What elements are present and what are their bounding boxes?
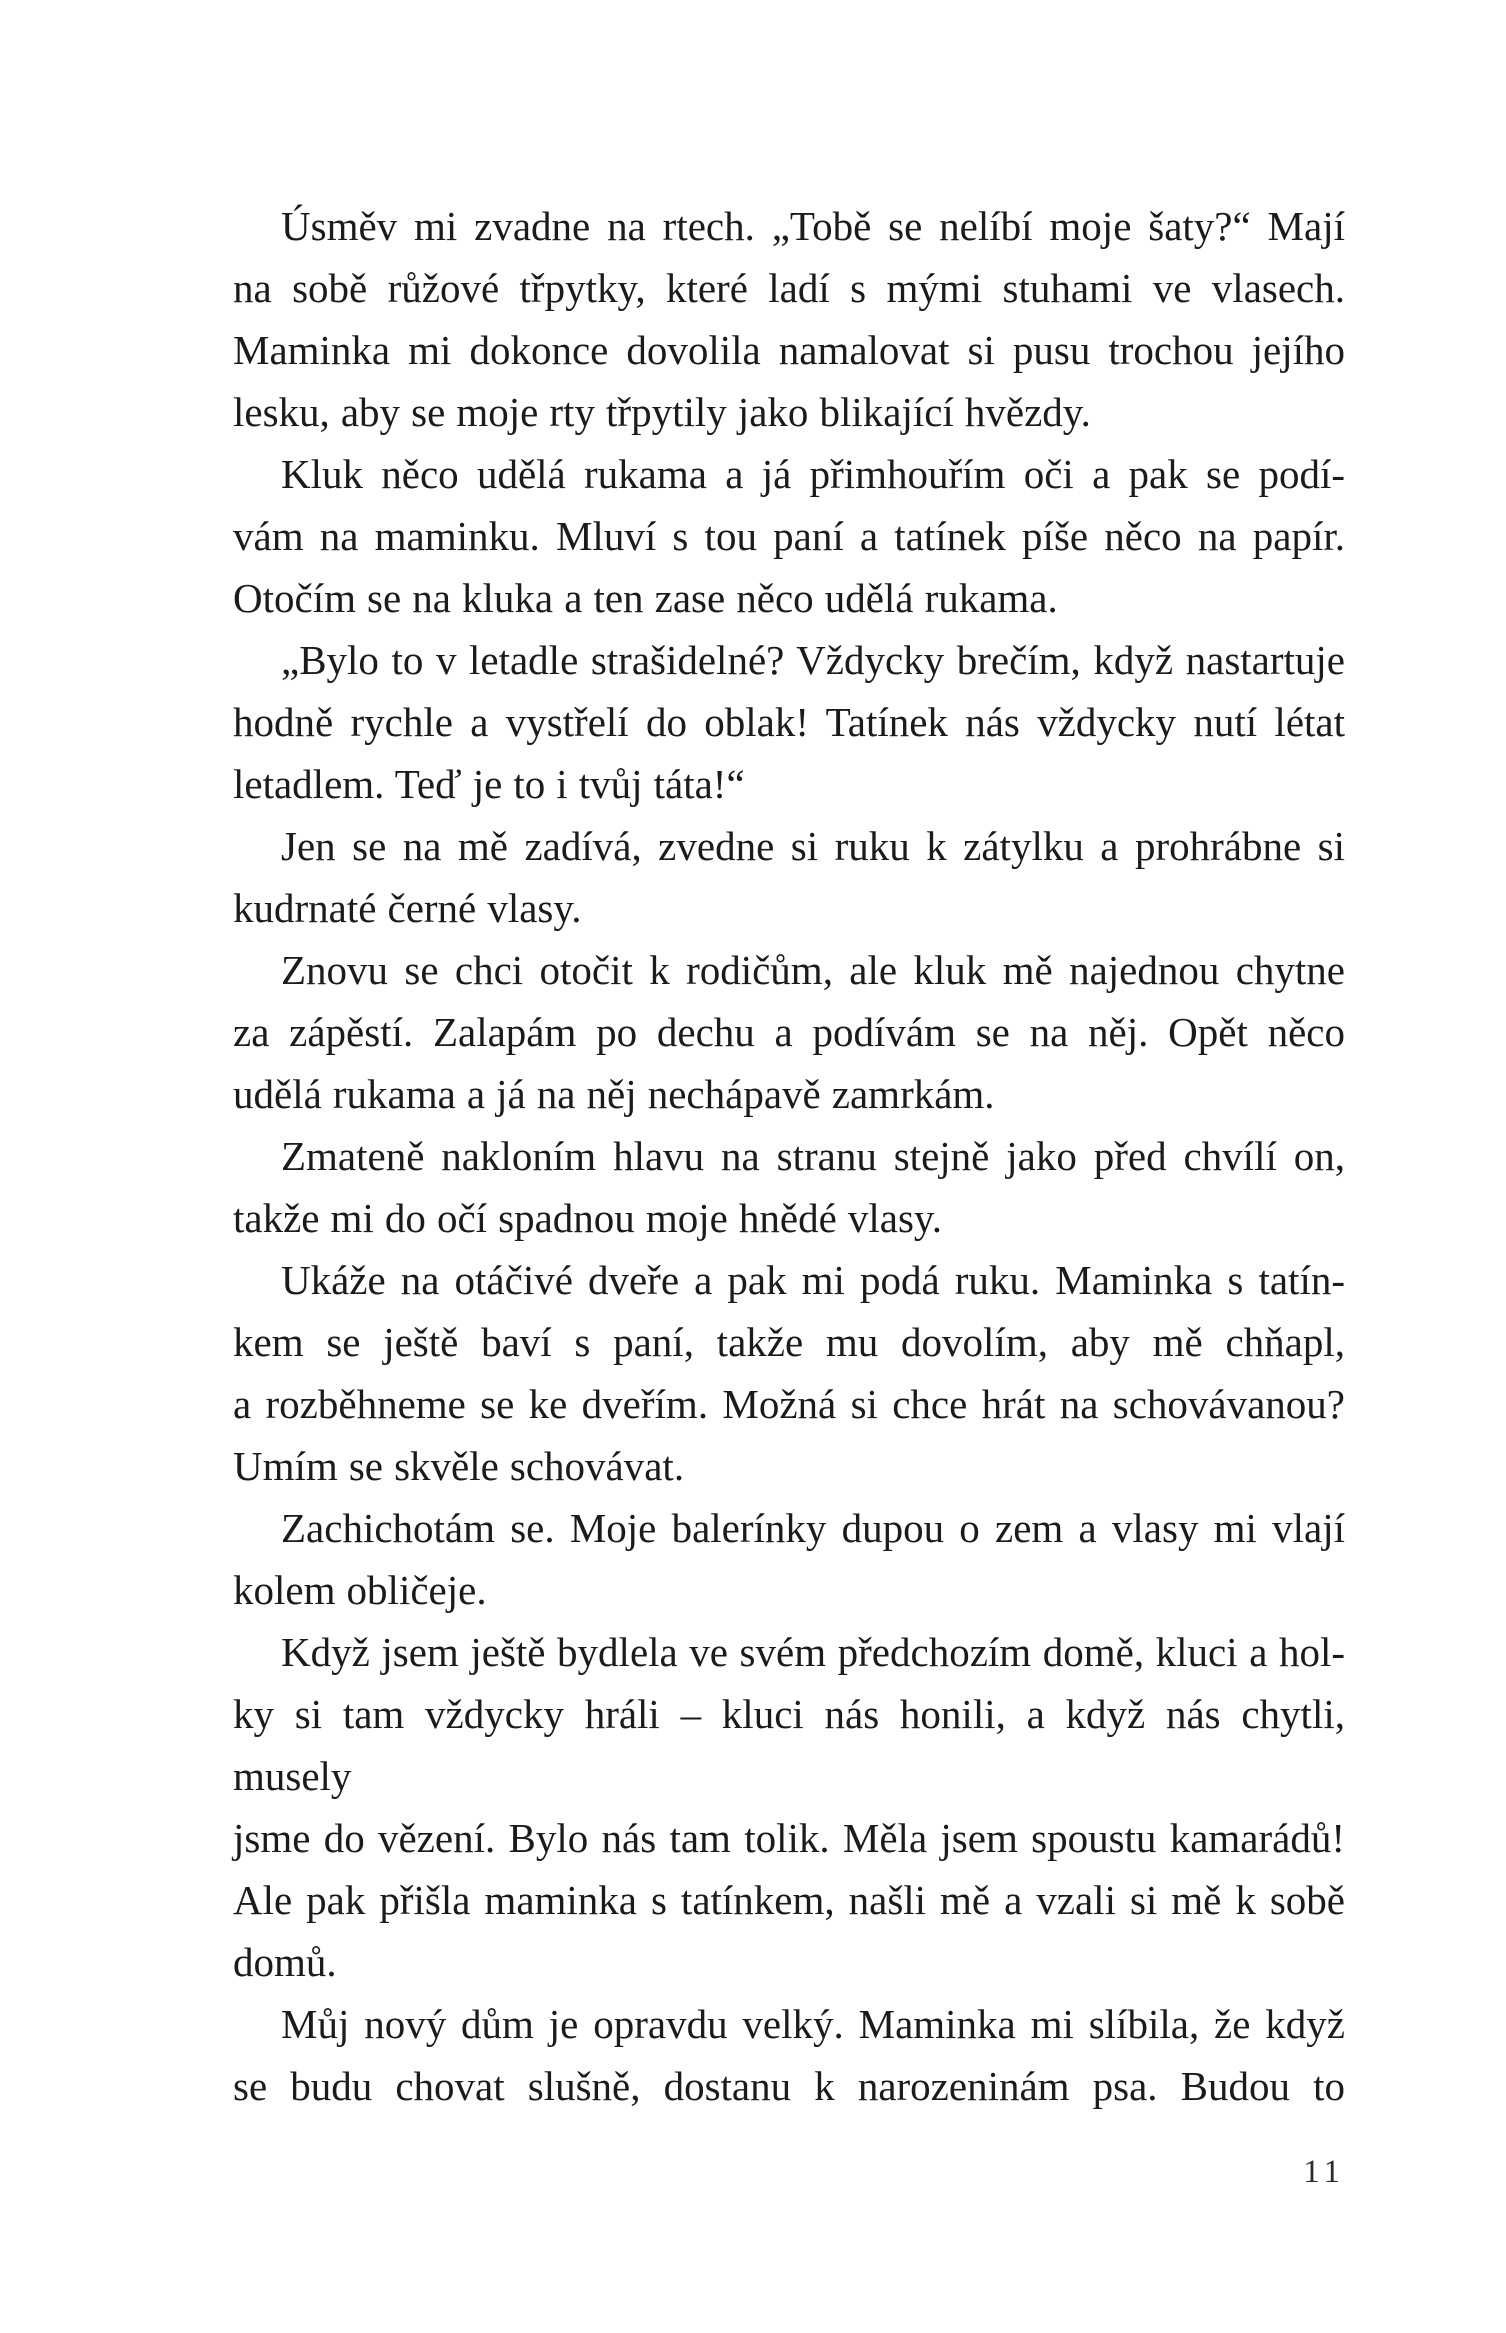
text-line: takže mi do očí spadnou moje hnědé vlasy.	[233, 1195, 943, 1241]
page-number: 11	[1303, 2154, 1345, 2190]
text-line: Ale pak přišla maminka s tatínkem, našli mě a vzali si mě k sobě	[233, 1877, 1345, 1923]
text-line: „Bylo to v letadle strašidelné? Vždycky brečím, když nastartuje	[281, 637, 1345, 683]
text-line: se budu chovat slušně, dostanu k narozeninám psa. Budou to	[233, 2063, 1345, 2109]
text-line: Zmateně nakloním hlavu na stranu stejně jako před chvílí on,	[281, 1133, 1345, 1179]
text-line: Otočím se na kluka a ten zase něco udělá rukama.	[233, 575, 1058, 621]
text-line: udělá rukama a já na něj nechápavě zamrkám.	[233, 1071, 995, 1117]
text-line: vám na maminku. Mluví s tou paní a tatínek píše něco na papír.	[233, 513, 1345, 559]
text-line: kolem obličeje.	[233, 1567, 487, 1613]
text-line: kudrnaté černé vlasy.	[233, 885, 582, 931]
text-line: jsme do vězení. Bylo nás tam tolik. Měla jsem spoustu kamarádů!	[233, 1815, 1345, 1861]
text-line: Maminka mi dokonce dovolila namalovat si pusu trochou jejího	[233, 327, 1345, 373]
text-line: Znovu se chci otočit k rodičům, ale kluk mě najednou chytne	[281, 947, 1345, 993]
text-line: Jen se na mě zadívá, zvedne si ruku k zátylku a prohrábne si	[281, 823, 1345, 869]
text-line: Když jsem ještě bydlela ve svém předchozím domě, kluci a hol-	[281, 1629, 1345, 1675]
text-line: Můj nový dům je opravdu velký. Maminka mi slíbila, že když	[281, 2001, 1345, 2047]
text-line: na sobě růžové třpytky, které ladí s mými stuhami ve vlasech.	[233, 265, 1345, 311]
text-line: hodně rychle a vystřelí do oblak! Tatínek nás vždycky nutí létat	[233, 699, 1345, 745]
text-line: Umím se skvěle schovávat.	[233, 1443, 685, 1489]
text-line: lesku, aby se moje rty třpytily jako blikající hvězdy.	[233, 389, 1091, 435]
text-line: letadlem. Teď je to i tvůj táta!“	[233, 761, 745, 807]
text-line: domů.	[233, 1939, 337, 1985]
text-line: Úsměv mi zvadne na rtech. „Tobě se nelíbí moje šaty?“ Mají	[281, 203, 1345, 249]
text-line: ky si tam vždycky hráli – kluci nás honili, a když nás chytli, musely	[233, 1691, 1345, 1799]
text-line: a rozběhneme se ke dveřím. Možná si chce hrát na schovávanou?	[233, 1381, 1345, 1427]
text-line: Ukáže na otáčivé dveře a pak mi podá ruku. Maminka s tatín-	[281, 1257, 1345, 1303]
text-line: za zápěstí. Zalapám po dechu a podívám se na něj. Opět něco	[233, 1009, 1345, 1055]
text-line: Kluk něco udělá rukama a já přimhouřím oči a pak se podí-	[281, 451, 1345, 497]
text-line: Zachichotám se. Moje balerínky dupou o zem a vlasy mi vlají	[281, 1505, 1345, 1551]
body-text	[233, 195, 1345, 2117]
text-line: kem se ještě baví s paní, takže mu dovolím, aby mě chňapl,	[233, 1319, 1345, 1365]
